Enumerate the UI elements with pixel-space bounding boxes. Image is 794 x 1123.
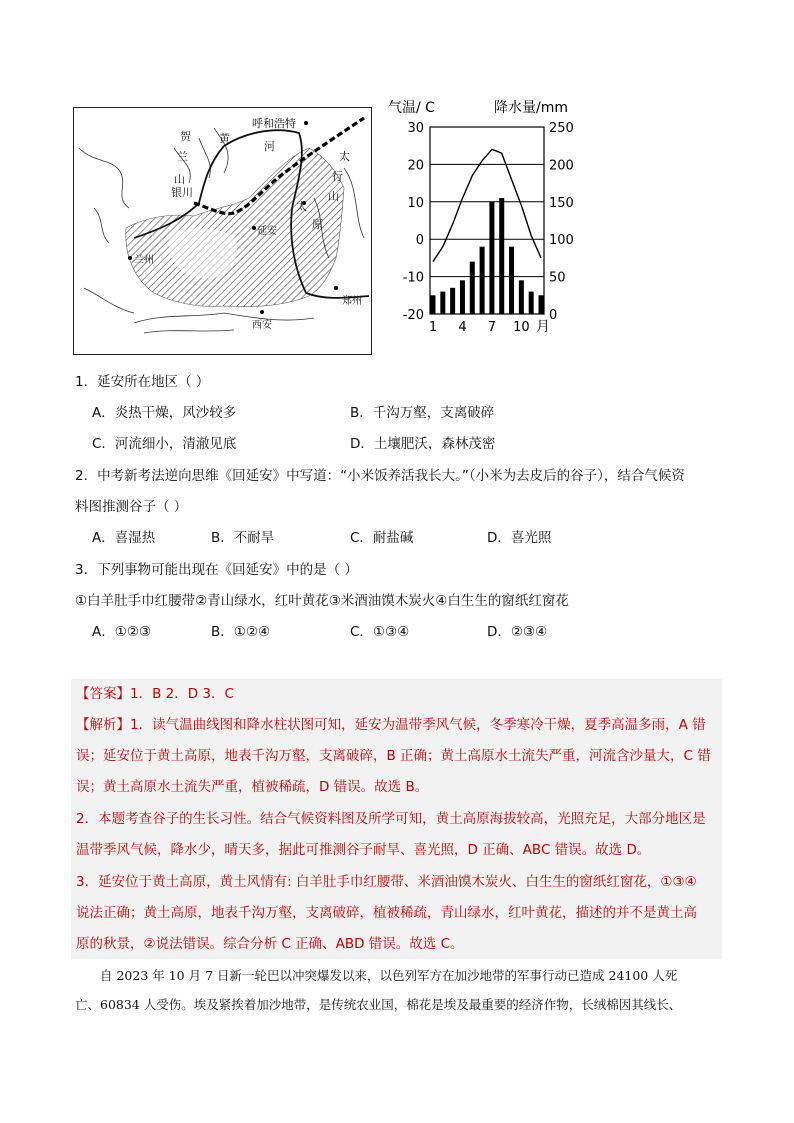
climate-chart-svg [380, 92, 590, 342]
precip-bar [460, 280, 465, 314]
precip-tick-label: 200 [549, 158, 574, 174]
map-label-shan: 山 [174, 173, 185, 186]
question-3-items: ①白羊肚手巾红腰带②青山绿水，红叶黄花③米酒油馍木炭火④白生生的窗纸红窗花 [75, 593, 569, 609]
precip-bar [450, 288, 455, 314]
answer-label: 【答案】 [76, 686, 130, 702]
map-label-huang: 黄 [219, 132, 230, 145]
temp-tick-label: -10 [402, 270, 424, 286]
q1-option-d[interactable]: D．土壤肥沃，森林茂密 [350, 436, 496, 452]
question-1-stem: 1．延安所在地区（ ） [75, 374, 210, 390]
climate-chart [380, 92, 590, 342]
map-label-hang: 行 [332, 170, 343, 183]
precip-tick-label: 250 [549, 121, 574, 136]
temp-axis-label: 气温/ C [388, 100, 435, 116]
q3-option-b[interactable]: B．①②④ [211, 624, 271, 640]
map-label-taiyuan: 太 [296, 200, 307, 213]
precip-bar [499, 198, 504, 314]
precip-bar [440, 292, 445, 314]
analysis-line-4: 2．本题考查谷子的生长习性。结合气候资料图及所学可知，黄土高原海拔较高，光照充足，大部分地区是 [76, 811, 706, 827]
precip-tick-label: 100 [549, 233, 574, 249]
question-2-stem-line2: 料图推测谷子（ ） [75, 499, 188, 515]
q1-option-c[interactable]: C．河流细小，清澈见底 [92, 436, 237, 452]
analysis-line-8: 原的秋景，②说法错误。综合分析 C 正确、ABD 错误。故选 C。 [76, 936, 464, 952]
temp-tick-label: -20 [402, 308, 424, 323]
temperature-line [433, 149, 541, 261]
q2-option-b[interactable]: B．不耐旱 [211, 530, 275, 546]
map-label-yuan: 原 [312, 218, 323, 231]
analysis-label: 【解析】 [76, 717, 130, 733]
analysis-text-1: 1．读气温曲线图和降水柱状图可知，延安为温带季风气候，冬季寒冷干燥，夏季高温多雨，A 错 [130, 717, 706, 733]
precip-bar [519, 280, 524, 314]
precip-bar [489, 202, 494, 314]
map-label-hohhot: 呼和浩特 [252, 117, 296, 130]
analysis-line-1 [76, 715, 706, 735]
q2-option-c[interactable]: C．耐盐碱 [350, 530, 414, 546]
q1-option-a[interactable]: A．炎热干燥，风沙较多 [92, 405, 237, 421]
analysis-line-6: 3．延安位于黄土高原，黄土风情有: 白羊肚手巾红腰带、米酒油馍木炭火、白生生的窗纸红窗花，①③④ [76, 874, 697, 890]
map-label-xian: 西安 [252, 320, 272, 331]
temp-tick-label: 10 [407, 195, 424, 211]
passage-line-2: 亡、60834 人受伤。埃及紧挨着加沙地带，是传统农业国，棉花是埃及最重要的经济作物，长绒棉因其线长、 [75, 997, 682, 1012]
map-label-yanan: 延安 [257, 226, 277, 237]
precip-bar [480, 247, 485, 314]
precip-bar [509, 247, 514, 314]
q3-option-c[interactable]: C．①③④ [350, 624, 410, 640]
analysis-line-2: 误；延安位于黄土高原，地表千沟万壑，支离破碎，B 正确；黄土高原水土流失严重，河流含沙量大，C 错 [76, 748, 711, 764]
analysis-line-7: 说法正确；黄土高原，地表千沟万壑，支离破碎，植被稀疏，青山绿水，红叶黄花，描述的并不是黄土高 [76, 905, 697, 921]
precip-bar [539, 295, 544, 314]
q1-option-b[interactable]: B．千沟万壑，支离破碎 [350, 405, 495, 421]
map-label-yinchuan: 银川 [171, 186, 193, 199]
temp-tick-label: 30 [407, 121, 424, 136]
q3-option-a[interactable]: A．①②③ [92, 624, 152, 640]
q3-option-d[interactable]: D．②③④ [487, 624, 548, 640]
map-label-he: 贺 [180, 130, 191, 143]
precip-tick-label: 50 [549, 270, 566, 286]
question-2-stem-line1: 2．中考新考法逆向思维《回延安》中写道：“小米饭养活我长大。”（小米为去皮后的谷子），结合气候资 [75, 468, 685, 484]
analysis-line-3: 误；黄土高原水土流失严重，植被稀疏，D 错误。故选 B。 [76, 779, 429, 795]
question-3-stem: 3．下列事物可能出现在《回延安》中的是（ ） [75, 562, 358, 578]
analysis-line-5: 温带季风气候，降水少，晴天多，据此可推测谷子耐旱、喜光照，D 正确、ABC 错误。故选 D。 [76, 842, 651, 858]
map-label-river: 河 [264, 140, 275, 153]
q2-option-a[interactable]: A．喜湿热 [92, 530, 156, 546]
map-label-tai: 太 [339, 150, 350, 163]
month-tick-label: 10 [513, 320, 530, 335]
month-axis-label: 月 [536, 319, 550, 335]
month-tick-label: 4 [458, 320, 467, 335]
answer-line [76, 684, 234, 704]
month-tick-label: 1 [428, 320, 438, 335]
precip-axis-label: 降水量/mm [494, 100, 568, 116]
map-label-zhengzhou: 郑州 [342, 296, 362, 307]
q2-option-d[interactable]: D．喜光照 [487, 530, 552, 546]
temp-tick-label: 20 [407, 158, 424, 174]
precip-tick-label: 150 [549, 195, 574, 211]
temp-tick-label: 0 [415, 233, 424, 249]
map-label-lanzhou: 兰州 [134, 255, 154, 266]
answer-text: 1．B 2．D 3．C [130, 686, 234, 702]
precip-bar [529, 292, 534, 314]
precip-tick-label: 0 [549, 308, 558, 323]
month-tick-label: 7 [487, 320, 497, 335]
passage-line-1: 自 2023 年 10 月 7 日新一轮巴以冲突爆发以来，以色列军方在加沙地带的军事行动已造成 24100 人死 [100, 968, 678, 983]
loess-plateau-map [73, 107, 372, 355]
precip-bar [431, 295, 436, 314]
map-label-shan2: 山 [328, 190, 339, 203]
map-label-lan: 兰 [177, 150, 188, 163]
precip-bar [470, 262, 475, 314]
